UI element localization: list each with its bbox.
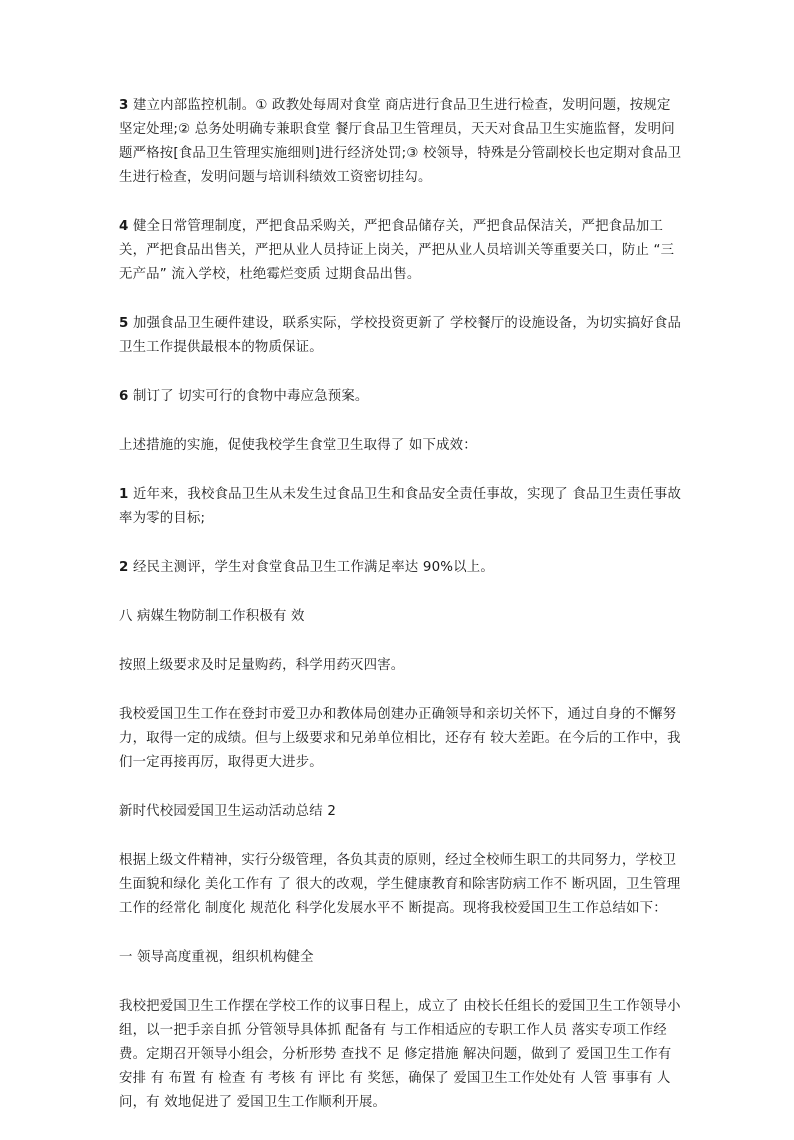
item-number: 4 xyxy=(119,219,129,234)
paragraph-text: 按照上级要求及时足量购药，科学用药灭四害。 xyxy=(119,658,405,673)
item-number: 6 xyxy=(119,389,129,404)
paragraph-text: 一 领导高度重视，组织机构健全 xyxy=(119,950,314,965)
paragraph-item-6 xyxy=(119,385,684,409)
section-heading-8 xyxy=(119,605,684,629)
paragraph-results-intro xyxy=(119,434,684,458)
section-heading-1 xyxy=(119,946,684,970)
paragraph-item-3 xyxy=(119,94,684,190)
paragraph-item-4 xyxy=(119,215,684,287)
paragraph-text: 上述措施的实施，促使我校学生食堂卫生取得了 如下成效： xyxy=(119,438,477,453)
item-number: 2 xyxy=(119,560,129,575)
paragraph-text: 制订了 切实可行的食物中毒应急预案。 xyxy=(133,389,369,404)
paragraph-text: 建立内部监控机制。① 政教处每周对食堂 商店进行食品卫生进行检查，发明问题，按规定坚定处理;② 总务处明确专兼职食堂 餐厅食品卫生管理员，天天对食品卫生实施监督，发明问题严格按[食品卫生管理实施细则]进行经济处罚;③ 校领导，特殊是分管副校长也定期对食品卫生进行检查，发明问题与培训科绩效工资密切挂勾。 xyxy=(119,98,682,185)
document-subtitle xyxy=(119,800,684,824)
paragraph-result-2 xyxy=(119,556,684,580)
paragraph-text: 八 病媒生物防制工作积极有 效 xyxy=(119,609,305,624)
item-number: 5 xyxy=(119,316,129,331)
paragraph-text: 近年来，我校食品卫生从未发生过食品卫生和食品安全责任事故，实现了 食品卫生责任事故率为零的目标; xyxy=(119,487,682,526)
paragraph-text: 根据上级文件精神，实行分级管理，各负其责的原则，经过全校师生职工的共同努力，学校卫生面貌和绿化 美化工作有 了 很大的改观，学生健康教育和除害防病工作不 断巩固，卫生管理工作的经常化 制度化 规范化 科学化发展水平不 断提高。现将我校爱国卫生工作总结如下： xyxy=(119,853,681,916)
paragraph-pest-control xyxy=(119,654,684,678)
paragraph-text: 新时代校园爱国卫生运动活动总结 2 xyxy=(119,804,337,819)
paragraph-text: 我校爱国卫生工作在登封市爱卫办和教体局创建办正确领导和亲切关怀下，通过自身的不懈努力，取得一定的成绩。但与上级要求和兄弟单位相比，还存有 较大差距。在今后的工作中，我们一定再接再厉，取得更大进步。 xyxy=(119,707,681,770)
item-number: 1 xyxy=(119,487,129,502)
paragraph-text: 经民主测评，学生对食堂食品卫生工作满足率达 90%以上。 xyxy=(133,560,494,575)
paragraph-text: 我校把爱国卫生工作摆在学校工作的议事日程上，成立了 由校长任组长的爱国卫生工作领导小组，以一把手亲自抓 分管领导具体抓 配备有 与工作相适应的专职工作人员 落实专项工作经费。定期召开领导小组会，分析形势 查找不 足 修定措施 解决问题，做到了 爱国卫生工作有 安排 有 布置 有 检查 有 考核 有 评比 有 奖惩，确保了 爱国卫生工作处处有 人管 事事有 人问，有 效地促进了 爱国卫生工作顺利开展。 xyxy=(119,999,681,1110)
paragraph-intro-2 xyxy=(119,849,684,921)
paragraph-item-5 xyxy=(119,312,684,360)
item-number: 3 xyxy=(119,98,129,113)
paragraph-result-1 xyxy=(119,483,684,531)
paragraph-text: 健全日常管理制度，严把食品采购关，严把食品储存关，严把食品保洁关，严把食品加工关，严把食品出售关，严把从业人员持证上岗关，严把从业人员培训关等重要关口，防止 “三无产品” 流入学校，杜绝霉烂变质 过期食品出售。 xyxy=(119,219,675,282)
paragraph-text: 加强食品卫生硬件建设，联系实际，学校投资更新了 学校餐厅的设施设备，为切实搞好食品卫生工作提供最根本的物质保证。 xyxy=(119,316,682,355)
paragraph-conclusion xyxy=(119,703,684,775)
document-body xyxy=(119,94,684,1140)
paragraph-leadership xyxy=(119,995,684,1115)
